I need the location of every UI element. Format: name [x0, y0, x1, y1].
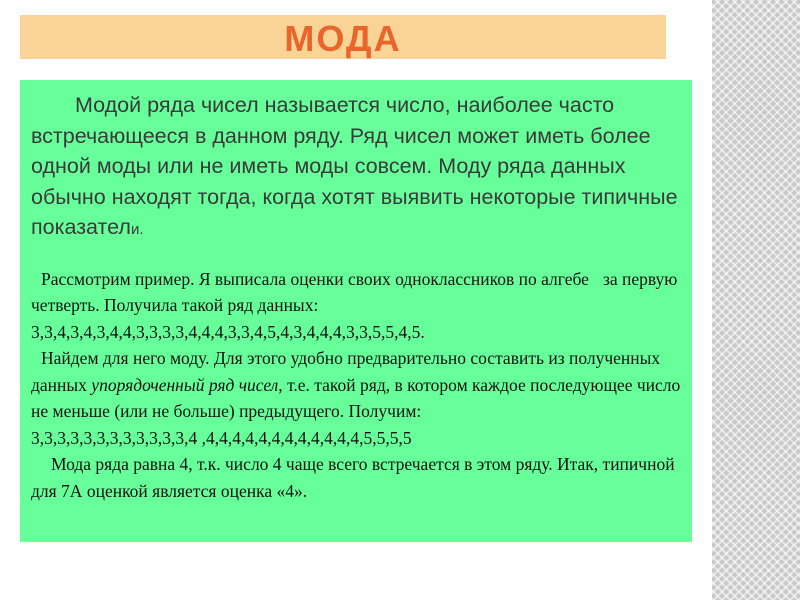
- find-mode-paragraph: [31, 345, 682, 425]
- find-mode-text-a: Найдем для него моду. Для этого удобно предварительно составить из полученных данных: [31, 348, 661, 395]
- definition-text: Модой ряда чисел называется число, наиболее часто встречающееся в данном ряду. Ряд чисел может иметь более одной моды или не иметь моды совсем. Моду ряда данных обычно находят тогда, когда хотят выявить некоторые типичные показател: [31, 93, 678, 239]
- decorative-side-pattern: [712, 0, 800, 600]
- example-intro-b: за первую четверть. Получила такой ряд данных:: [31, 268, 678, 315]
- grades-series: 3,3,4,3,4,3,4,4,3,3,3,3,4,4,4,3,3,4,5,4,3,4,4,4,3,3,5,5,4,5.: [31, 321, 425, 342]
- find-mode-text-b: т.е. такой ряд, в котором каждое последующее число не меньше (или не больше) предыдущего. Получим:: [31, 374, 681, 421]
- conclusion-text: Мода ряда равна 4, т.к. число 4 чаще всего встречается в этом ряду. Итак, типичной для 7А оценкой является оценка «4».: [31, 454, 675, 501]
- find-mode-italic: упорядоченный ряд чисел,: [91, 374, 283, 395]
- title-bar: [20, 15, 666, 59]
- example-intro-a: Рассмотрим пример. Я выписала оценки своих одноклассников по алгебе: [41, 268, 589, 289]
- conclusion-paragraph: [31, 451, 682, 504]
- definition-paragraph: [31, 90, 682, 246]
- content-box: [20, 80, 692, 542]
- example-intro: [31, 266, 682, 319]
- slide-title: МОДА: [284, 18, 402, 59]
- example-block: [31, 266, 682, 505]
- definition-tail: и.: [130, 221, 144, 238]
- ordered-series: 3,3,3,3,3,3,3,3,3,3,3,3,4 ,4,4,4,4,4,4,4,4,4,4,4,4,5,5,5,5: [31, 427, 412, 448]
